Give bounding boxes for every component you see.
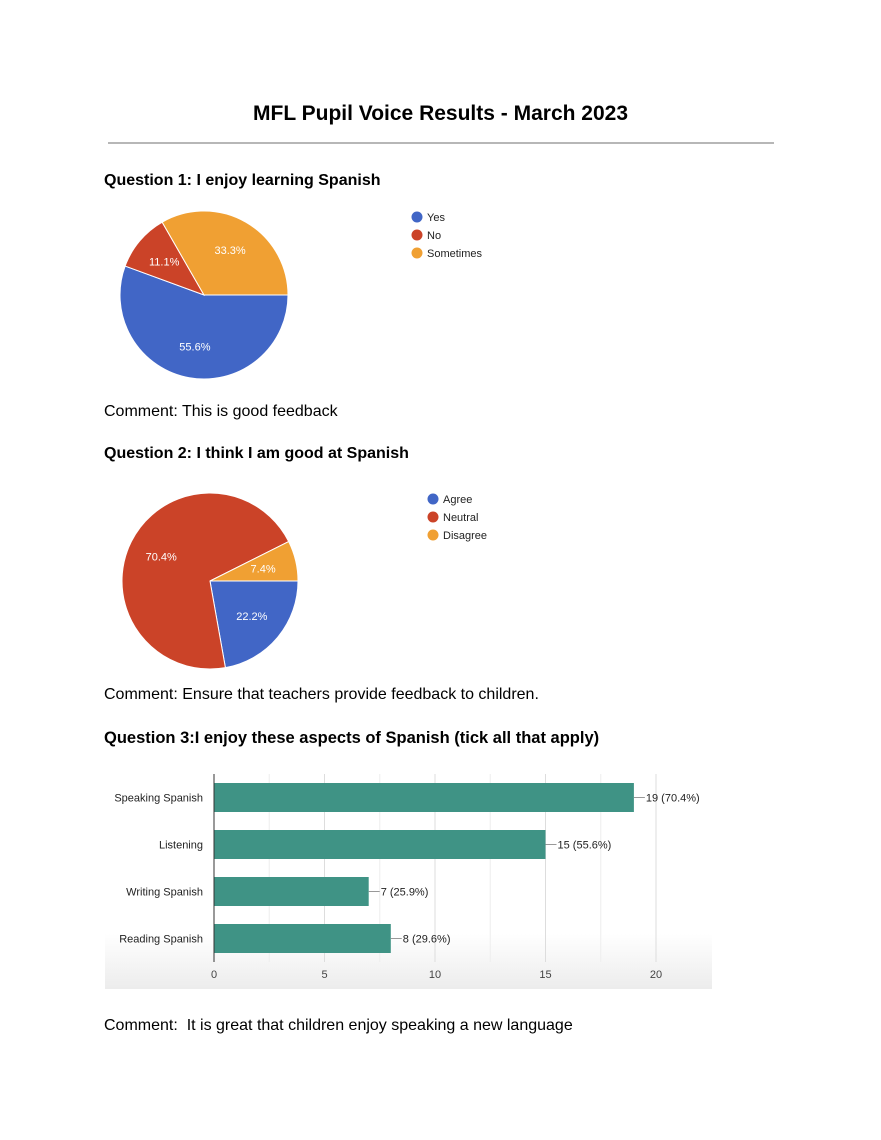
question-1-comment: Comment: This is good feedback [104, 403, 338, 420]
pie-chart-2 [122, 493, 487, 669]
question-1-heading: Question 1: I enjoy learning Spanish [104, 172, 381, 189]
question-2-comment: Comment: Ensure that teachers provide feedback to children. [104, 686, 539, 703]
pie-slice-label: 55.6% [179, 341, 211, 354]
pie-slice-label: 11.1% [148, 256, 180, 269]
bar-category-label: Reading Spanish [119, 933, 203, 946]
bar-value-label: 15 (55.6%) [557, 839, 612, 852]
bar-value-label: 19 (70.4%) [645, 792, 700, 805]
legend-label: Agree [443, 494, 473, 506]
legend-label: Yes [427, 212, 445, 224]
legend-swatch [412, 230, 423, 241]
x-tick-label: 15 [539, 969, 552, 981]
x-tick-label: 5 [321, 969, 328, 981]
bar-writing-spanish [214, 877, 369, 906]
x-tick-label: 10 [428, 969, 442, 981]
legend-swatch [428, 512, 439, 523]
pie-slice-label: 33.3% [214, 244, 246, 257]
question-2-heading: Question 2: I think I am good at Spanish [104, 445, 409, 462]
bar-value-label: 8 (29.6%) [402, 933, 451, 946]
legend-label: Neutral [443, 512, 479, 524]
pie-slice-label: 22.2% [236, 611, 268, 624]
legend-swatch [428, 494, 439, 505]
legend-swatch [412, 212, 423, 223]
pie-slice-label: 7.4% [250, 563, 276, 576]
x-tick-label: 20 [649, 969, 663, 981]
legend-label: Disagree [443, 530, 488, 542]
bar-category-label: Listening [158, 839, 203, 852]
bar-category-label: Writing Spanish [126, 886, 203, 899]
question-3-comment: Comment: It is great that children enjoy speaking a new language [104, 1017, 573, 1034]
bar-category-label: Speaking Spanish [114, 792, 203, 805]
bar-value-label: 7 (25.9%) [380, 886, 429, 899]
bar-speaking-spanish [214, 783, 634, 812]
question-3-heading: Question 3:I enjoy these aspects of Spanish (tick all that apply) [104, 729, 600, 747]
bar-chart [105, 768, 712, 989]
page-title: MFL Pupil Voice Results - March 2023 [253, 102, 628, 125]
legend-swatch [428, 530, 439, 541]
pie-chart-1 [120, 211, 483, 379]
legend-label: No [427, 230, 442, 242]
bar-listening [214, 830, 546, 859]
bar-reading-spanish [214, 924, 391, 953]
legend-label: Sometimes [427, 248, 483, 260]
x-tick-label: 0 [210, 969, 218, 981]
legend-swatch [412, 248, 423, 259]
pie-slice-label: 70.4% [145, 551, 177, 564]
